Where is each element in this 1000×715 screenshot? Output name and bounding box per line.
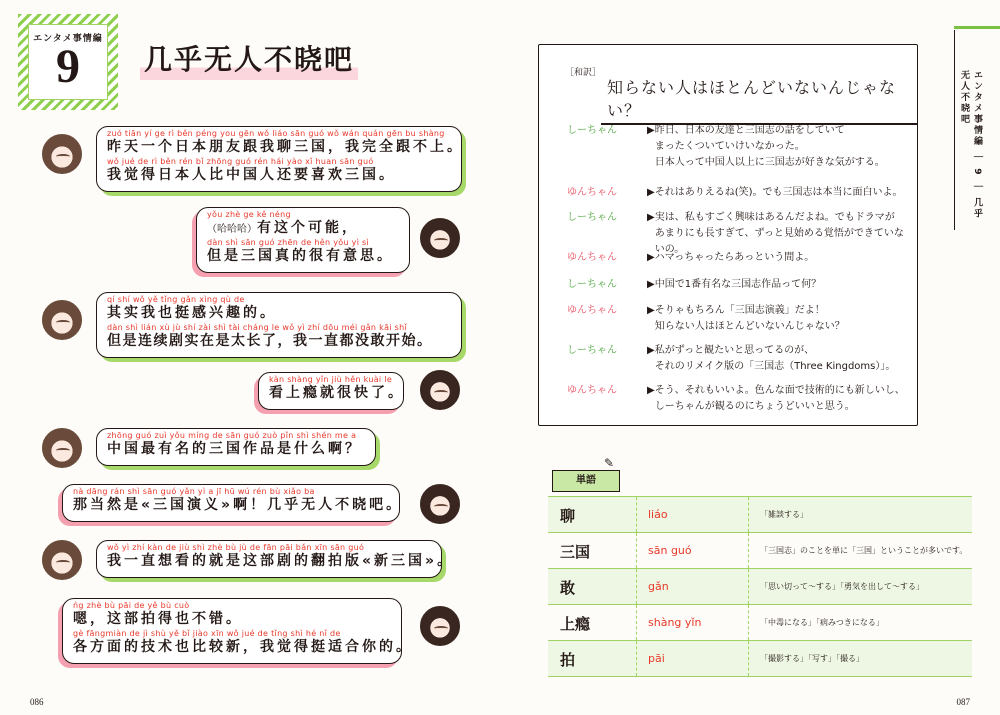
vocab-word: 敢 bbox=[560, 579, 576, 597]
avatar-shii bbox=[42, 540, 82, 580]
chinese-text: 昨天一个日本朋友跟我聊三国，我完全跟不上。 bbox=[107, 139, 464, 155]
vocab-divider bbox=[636, 605, 637, 640]
avatar-yun bbox=[420, 218, 460, 258]
arrow-icon: ▶ bbox=[647, 187, 655, 198]
avatar-yun bbox=[420, 370, 460, 410]
pinyin: dàn shì lián xù jù shí zài shì tài cháng le wǒ yì zhí dōu méi gǎn kāi shǐ bbox=[107, 323, 408, 332]
vocab-word: 上瘾 bbox=[560, 615, 591, 633]
page-title: 几乎无人不晓吧 bbox=[140, 38, 358, 80]
vocab-divider bbox=[636, 641, 637, 676]
vocab-pinyin: gǎn bbox=[648, 580, 669, 593]
right-page bbox=[500, 0, 1000, 715]
side-number: 9 bbox=[972, 168, 982, 177]
vocab-divider bbox=[748, 569, 749, 604]
translation-text: ハマっちゃったらあっという間よ。 bbox=[654, 252, 815, 263]
vocab-pinyin: sān guó bbox=[648, 544, 692, 557]
dialogue-bubble bbox=[96, 428, 376, 466]
speaker-label: しーちゃん bbox=[567, 125, 617, 136]
chinese-text: 嗯，这部拍得也不错。 bbox=[73, 611, 243, 627]
arrow-icon: ▶ bbox=[647, 279, 655, 290]
vocab-meaning: 「中毒になる」「病みつきになる」 bbox=[760, 618, 884, 627]
translation-box bbox=[538, 44, 918, 426]
translation-row bbox=[567, 250, 907, 266]
translation-row bbox=[567, 277, 907, 293]
pinyin: wǒ yì zhí kàn de jiù shì zhè bù jù de fān pāi bǎn xīn sān guó bbox=[107, 543, 365, 552]
translation-text: そりゃもちろん「三国志演義」だよ！ 知らない人はほとんどいないんじゃない？ bbox=[654, 305, 845, 332]
speaker-label: ゆんちゃん bbox=[567, 252, 617, 263]
speaker-label: ゆんちゃん bbox=[567, 385, 617, 396]
speaker-label: ゆんちゃん bbox=[567, 187, 617, 198]
chinese-text: 中国最有名的三国作品是什么啊？ bbox=[107, 441, 362, 457]
vocab-meaning: 「三国志」のことを単に「三国」ということが多いです。 bbox=[760, 546, 968, 555]
arrow-icon: ▶ bbox=[647, 385, 655, 396]
translation-text: 私がずっと観たいと思ってるのが、 それのリメイク版の「三国志（Three Kingdoms）」。 bbox=[654, 345, 896, 372]
vocab-divider bbox=[748, 641, 749, 676]
pinyin: qí shí wǒ yě tǐng gǎn xìng qù de bbox=[107, 295, 245, 304]
vocab-divider bbox=[636, 533, 637, 568]
chinese-text: 有这个可能， bbox=[257, 220, 359, 236]
arrow-icon: ▶ bbox=[647, 212, 655, 223]
arrow-icon: ▶ bbox=[647, 125, 655, 136]
badge-series: エンタメ事情編 bbox=[33, 34, 103, 44]
vocab-word: 拍 bbox=[560, 651, 576, 669]
side-series: エンタメ事情編 bbox=[972, 70, 982, 147]
chinese-text: 各方面的技术也比较新，我觉得挺适合你的。 bbox=[73, 639, 413, 655]
translation-row bbox=[567, 185, 907, 201]
translation-row bbox=[567, 303, 907, 335]
pinyin: dàn shì sān guó zhēn de hěn yǒu yì sì bbox=[207, 238, 370, 247]
speaker-label: ゆんちゃん bbox=[567, 305, 617, 316]
dialogue-bubble bbox=[96, 540, 455, 578]
avatar-shii bbox=[42, 428, 82, 468]
translation-text: それはありえるね(笑)。でも三国志は本当に面白いよ。 bbox=[654, 187, 903, 198]
chinese-text: 那当然是«三国演义»啊！几乎无人不晓吧。 bbox=[73, 497, 404, 513]
vocab-meaning: 「雑談する」 bbox=[760, 510, 808, 519]
pinyin: yǒu zhè ge kě néng bbox=[207, 210, 291, 219]
vocab-divider bbox=[748, 605, 749, 640]
chinese-text: 但是三国真的很有意思。 bbox=[207, 248, 394, 264]
translation-text: 中国で1番有名な三国志作品って何？ bbox=[654, 279, 822, 290]
vocab-meaning: 「思い切って〜する」「勇気を出して〜する」 bbox=[760, 582, 924, 591]
vocab-divider bbox=[636, 497, 637, 532]
chinese-text: 其实我也挺感兴趣的。 bbox=[107, 305, 277, 321]
speaker-label: しーちゃん bbox=[567, 212, 617, 223]
vocab-meaning: 「撮影する」「写す」「撮る」 bbox=[760, 654, 864, 663]
translation-row bbox=[567, 123, 907, 171]
laugh-text: （哈哈哈） bbox=[207, 224, 257, 235]
vocab-pinyin: shàng yǐn bbox=[648, 616, 702, 629]
pinyin: gè fāngmiàn de jì shù yě bǐ jiào xīn wǒ jué de tǐng shì hé nǐ de bbox=[73, 629, 341, 638]
chinese-text: 看上瘾就很快了。 bbox=[269, 385, 405, 401]
chinese-text: 我一直想看的就是这部剧的翻拍版«新三国»。 bbox=[107, 553, 455, 569]
vocab-pinyin: liáo bbox=[648, 508, 668, 521]
vocab-row bbox=[548, 533, 972, 569]
side-tab-accent bbox=[954, 26, 1000, 29]
avatar-shii bbox=[42, 300, 82, 340]
side-tab: エンタメ事情編 ｜ 9 ｜ 几乎无人不晓吧 bbox=[954, 30, 1000, 230]
pinyin: kàn shàng yǐn jiù hěn kuài le bbox=[269, 375, 393, 384]
vocab-word: 三国 bbox=[560, 543, 591, 561]
translation-text: そう、それもいいよ。色んな面で技術的にも新しいし、 しーちゃんが観るのにちょうどいいと思う。 bbox=[654, 385, 905, 412]
translation-label: ［和訳］ bbox=[565, 68, 602, 78]
dialogue-bubble bbox=[96, 126, 462, 192]
pinyin: nà dāng rán shì sān guó yǎn yì a jī hū wú rén bù xiǎo ba bbox=[73, 487, 315, 496]
dialogue-bubble bbox=[62, 484, 404, 522]
translation-title: 知らない人はほとんどいないんじゃない？ bbox=[601, 75, 917, 125]
dialogue-bubble bbox=[62, 598, 413, 664]
translation-text: 昨日、日本の友達と三国志の話をしていて まったくついていけいなかった。 日本人って中国人以上に三国志が好きな気がする。 bbox=[654, 125, 885, 168]
vocab-divider bbox=[636, 569, 637, 604]
translation-row bbox=[567, 383, 907, 415]
sparkle-icon: ✎ bbox=[604, 456, 615, 470]
chinese-text: 但是连续剧实在是太长了，我一直都没敢开始。 bbox=[107, 333, 433, 349]
pinyin: wǒ jué de rì běn rén bǐ zhōng guó rén hái yào xǐ huan sān guó bbox=[107, 157, 374, 166]
vocab-row bbox=[548, 605, 972, 641]
pinyin: zhōng guó zuì yǒu míng de sān guó zuò pǐn shì shén me a bbox=[107, 431, 357, 440]
page-number-left: 086 bbox=[30, 697, 44, 707]
translation-text: 実は、私もすごく興味はあるんだよね。でもドラマが あまりにも長すぎて、ずっと見始める覚悟ができていないの。 bbox=[654, 212, 904, 255]
arrow-icon: ▶ bbox=[647, 252, 655, 263]
vocab-row bbox=[548, 569, 972, 605]
chapter-badge bbox=[18, 14, 118, 110]
avatar-yun bbox=[420, 606, 460, 646]
vocab-pinyin: pāi bbox=[648, 652, 665, 665]
avatar-yun bbox=[420, 484, 460, 524]
vocab-row bbox=[548, 497, 972, 533]
vocab-tag: 単語 bbox=[552, 470, 620, 492]
dialogue-bubble bbox=[196, 207, 410, 273]
dialogue-bubble bbox=[258, 372, 404, 410]
vocab-divider bbox=[748, 497, 749, 532]
page-number-right: 087 bbox=[956, 697, 970, 707]
arrow-icon: ▶ bbox=[647, 305, 655, 316]
arrow-icon: ▶ bbox=[647, 345, 655, 356]
side-title: 几乎无人不晓吧 bbox=[959, 70, 982, 220]
speaker-label: しーちゃん bbox=[567, 345, 617, 356]
badge-number: 9 bbox=[56, 40, 80, 93]
vocab-divider bbox=[748, 533, 749, 568]
vocab-table bbox=[548, 496, 972, 677]
vocab-word: 聊 bbox=[560, 507, 576, 525]
pinyin: zuó tiān yí ge rì běn péng you gēn wǒ liáo sān guó wǒ wán quán gēn bu shàng bbox=[107, 129, 445, 138]
avatar-shii bbox=[42, 134, 82, 174]
pinyin: ǹg zhè bù pāi de yě bù cuò bbox=[73, 601, 190, 610]
speaker-label: しーちゃん bbox=[567, 279, 617, 290]
chinese-text: 我觉得日本人比中国人还要喜欢三国。 bbox=[107, 167, 396, 183]
translation-row bbox=[567, 343, 907, 375]
dialogue-bubble bbox=[96, 292, 462, 358]
vocab-row bbox=[548, 641, 972, 677]
